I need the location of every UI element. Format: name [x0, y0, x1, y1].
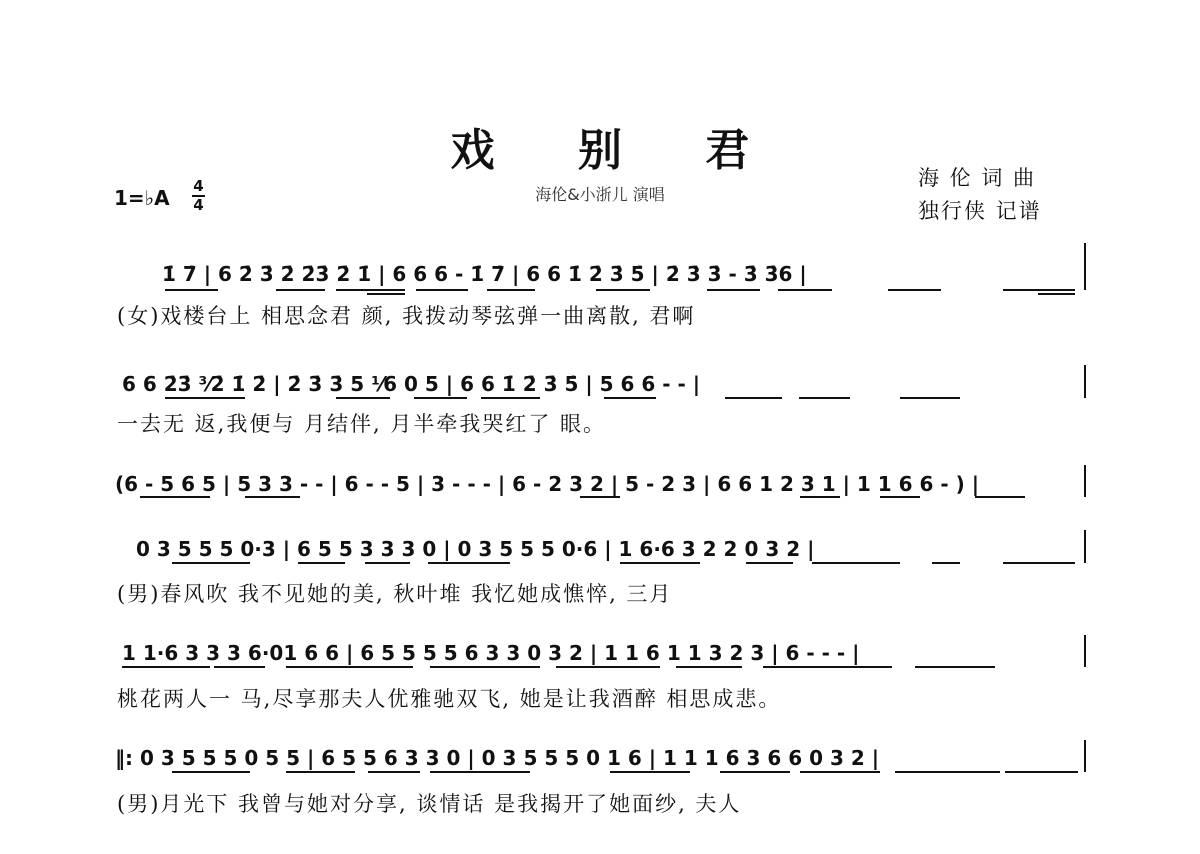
system-6-notes: ‖: 0 3 5 5 5 0 5 5 | 6 5 5 6 3 3 0 | 0 3 5 5 5 0 1 6 | 1 1 1 6 3 6 6 0 3 2 | [115, 746, 880, 770]
lyrics-music-credit: 海 伦 词 曲 [918, 166, 1037, 190]
system-6-lyrics: (男)月光下 我曾与她对分享, 谈情话 是我揭开了她面纱, 夫人 [117, 792, 742, 816]
system-4-notes: 0 3 5 5 5 0·3 | 6 5 5 3 3 3 0 | 0 3 5 5 5 0·6 | 1 6·6 3 2 2 0 3 2 | [136, 537, 815, 561]
system-2-lyrics: 一去无 返,我便与 月结伴, 月半牵我哭红了 眼。 [117, 412, 607, 436]
system-2-notes: 6 6 2̇3̇ ³⁄2̇ 1̇ 2̇ | 2̇ 3̇ 3̇ 5 ¹⁄6 0 5 | 6 6 1̇ 2̇ 3̇ 5̇ | 5 6 6 - - | [122, 372, 701, 396]
notation-credit: 独行侠 记谱 [918, 199, 1042, 223]
system-1-lyrics: (女)戏楼台上 相思念君 颜, 我拨动琴弦弹一曲离散, 君啊 [117, 304, 696, 328]
system-5-notes: 1 1·6 3 3 3 6·01 6 6 | 6 5 5 5 5 6 3 3 0 3 2 | 1 1 6 1 1 3 2 3 | 6 - - - | [122, 641, 860, 665]
time-signature-numerator: 4 [193, 177, 204, 195]
system-3-interlude-notes: (6 - 5 6 5 | 5 3 3 - - | 6 - - 5 | 3 - - - | 6 - 2 3 2 | 5 - 2 3 | 6 6 1 2 3 1 | 1 1 6 6 - ) | [115, 472, 980, 496]
system-5-lyrics: 桃花两人一 马,尽享那夫人优雅驰双飞, 她是让我酒醉 相思成悲。 [117, 687, 782, 711]
time-signature [192, 178, 205, 214]
system-4-lyrics: (男)春风吹 我不见她的美, 秋叶堆 我忆她成憔悴, 三月 [117, 582, 673, 606]
song-title: 戏 别 君 [450, 125, 784, 176]
time-signature-denominator: 4 [193, 196, 204, 214]
key-signature: 1=♭A [114, 186, 170, 210]
system-1-notes: 1̇ 7̇ | 6 2̇ 3̇ 2̇ 2̇3̇ 2̇ 1̇ | 6 6 6 - 1̇ 7̇ | 6 6 1̇ 2̇ 3̇ 5̇ | 2̇ 3̇ 3̇ - 3̇ 3̇6 | [162, 262, 807, 286]
singers-credit: 海伦&小浙儿 演唱 [535, 185, 665, 204]
